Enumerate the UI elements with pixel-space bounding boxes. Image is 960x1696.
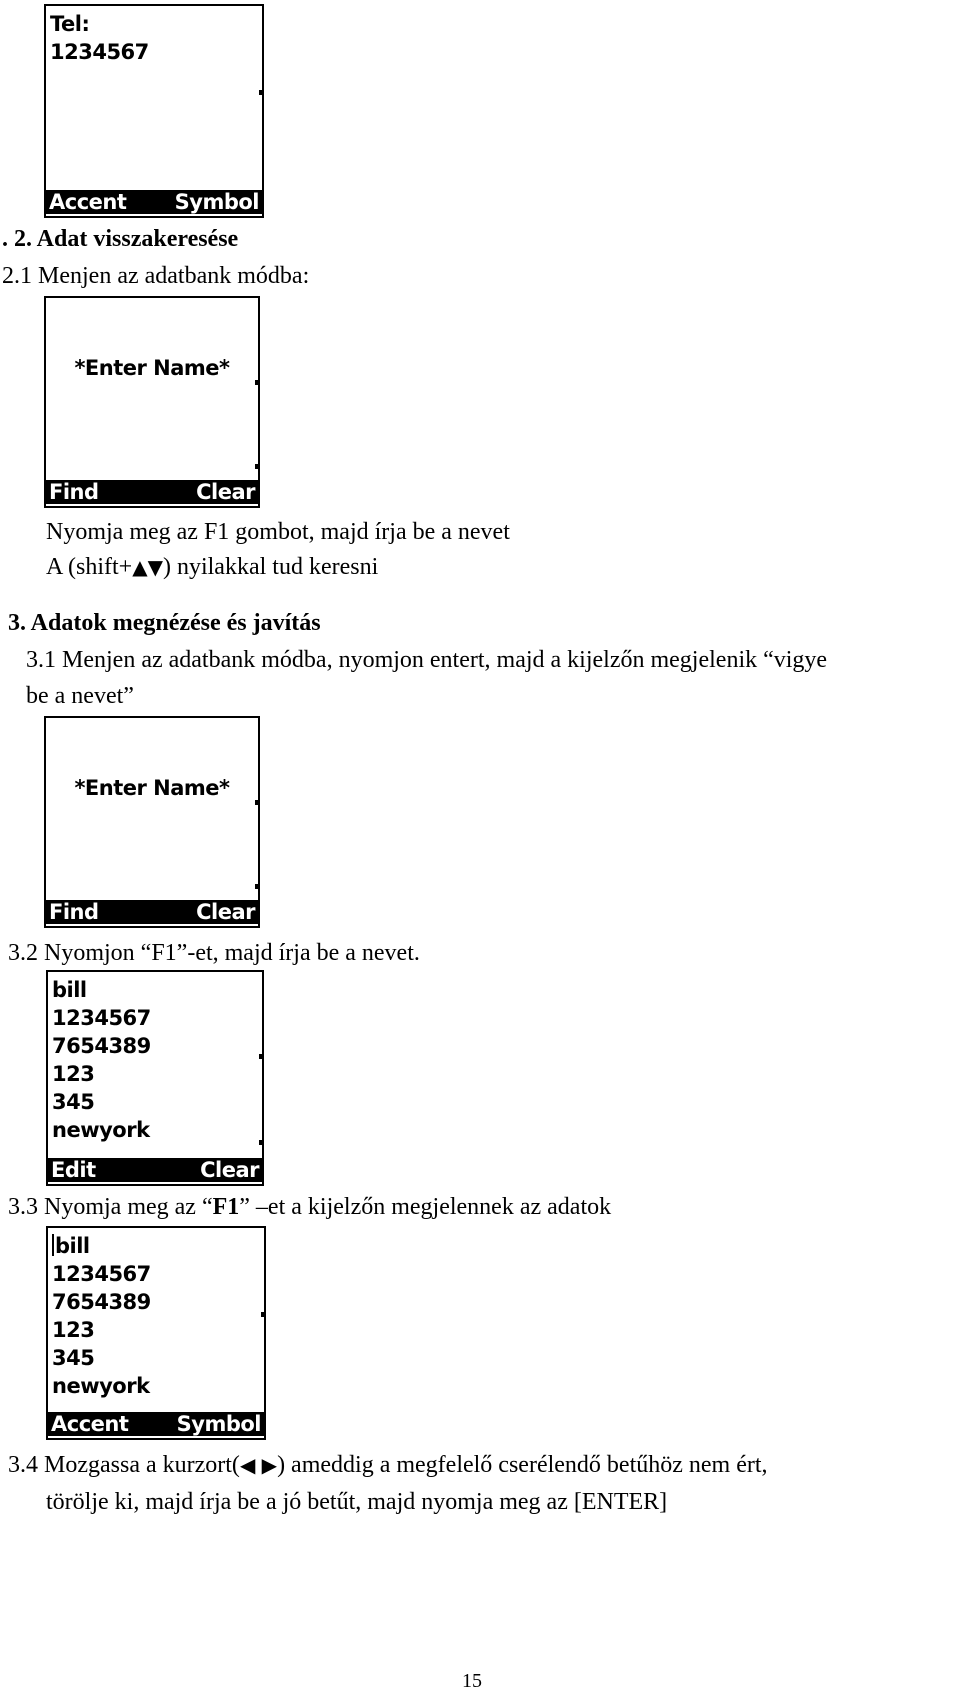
lcd-line: newyork — [52, 1374, 150, 1398]
lcd-scroll-tick — [255, 380, 258, 385]
lcd-scroll-tick — [255, 464, 258, 469]
lcd-softkey-bar — [48, 1158, 262, 1182]
lcd-line: 345 — [52, 1090, 95, 1114]
step-3-2-text: 3.2 Nyomjon “F1”-et, majd írja be a nevet. — [8, 940, 420, 966]
up-down-arrows-icon: ▲▼ — [132, 555, 163, 579]
step-3-4-suffix: ) ameddig a megfelelő cserélendő betűhöz nem ért, — [277, 1452, 768, 1478]
lcd-scroll-tick — [259, 1054, 262, 1059]
note-suffix: ) nyilakkal tud keresni — [162, 554, 379, 580]
step-3-3-text — [8, 1193, 611, 1221]
softkey-left-label: Find — [49, 900, 99, 924]
lcd-line: 345 — [52, 1346, 95, 1370]
softkey-right-label: Clear — [200, 1158, 259, 1182]
lcd-prompt: *Enter Name* — [74, 356, 230, 380]
softkey-left-label: Accent — [49, 190, 127, 214]
note-shift-arrows — [46, 553, 378, 581]
softkey-right-label: Symbol — [176, 1412, 261, 1436]
lcd-screen-enter-name — [44, 296, 260, 508]
lcd-screen-record-edit — [46, 970, 264, 1186]
left-right-arrows-icon: ◀ ▶ — [239, 1453, 278, 1477]
step-3-3-suffix: ” –et a kijelzőn megjelennek az adatok — [239, 1194, 612, 1220]
lcd-scroll-tick — [255, 800, 258, 805]
lcd-line: 1234567 — [50, 40, 149, 64]
lcd-softkey-bar — [48, 1412, 264, 1436]
lcd-line: bill — [55, 1234, 90, 1258]
lcd-softkey-bar — [46, 190, 262, 214]
section-2-heading: . 2. Adat visszakeresése — [2, 226, 239, 252]
note-prefix: A (shift+ — [46, 554, 133, 580]
step-3-4-line2: törölje ki, majd írja be a jó betűt, majd nyomja meg az [ENTER] — [46, 1489, 668, 1515]
lcd-scroll-tick — [259, 90, 262, 95]
lcd-lines — [50, 10, 149, 66]
lcd-softkey-bar — [46, 480, 258, 504]
text-cursor-icon — [52, 1234, 54, 1256]
step-3-3-key: F1 — [212, 1194, 240, 1220]
lcd-line: 123 — [52, 1062, 95, 1086]
step-3-4-line1 — [8, 1451, 768, 1479]
lcd-scroll-tick — [259, 1140, 262, 1145]
lcd-scroll-tick — [261, 1312, 264, 1317]
step-2-1-text: 2.1 Menjen az adatbank módba: — [2, 263, 310, 289]
lcd-screen-record-cursor — [46, 1226, 266, 1440]
page-number: 15 — [462, 1670, 482, 1692]
lcd-line: Tel: — [50, 12, 90, 36]
lcd-line: 1234567 — [52, 1006, 151, 1030]
lcd-line: 123 — [52, 1318, 95, 1342]
step-3-4-prefix: 3.4 Mozgassa a kurzort( — [8, 1452, 240, 1478]
step-3-3-prefix: 3.3 Nyomja meg az “ — [8, 1194, 213, 1220]
section-3-heading: 3. Adatok megnézése és javítás — [8, 610, 321, 636]
lcd-lines — [52, 976, 151, 1144]
lcd-line: 7654389 — [52, 1034, 151, 1058]
softkey-right-label: Symbol — [174, 190, 259, 214]
lcd-line: 1234567 — [52, 1262, 151, 1286]
lcd-lines — [52, 1232, 151, 1400]
step-3-1-line2: be a nevet” — [26, 683, 134, 709]
softkey-left-label: Edit — [51, 1158, 96, 1182]
lcd-screen-enter-name — [44, 716, 260, 928]
lcd-line: 7654389 — [52, 1290, 151, 1314]
lcd-line: bill — [52, 978, 87, 1002]
softkey-right-label: Clear — [196, 480, 255, 504]
softkey-left-label: Accent — [51, 1412, 129, 1436]
lcd-line-with-cursor — [52, 1232, 151, 1260]
step-3-1-line1: 3.1 Menjen az adatbank módba, nyomjon entert, majd a kijelzőn megjelenik “vigye — [26, 647, 828, 673]
lcd-prompt: *Enter Name* — [74, 776, 230, 800]
softkey-left-label: Find — [49, 480, 99, 504]
lcd-scroll-tick — [255, 884, 258, 889]
note-f1-enter-name: Nyomja meg az F1 gombot, majd írja be a nevet — [46, 519, 510, 545]
lcd-screen-phone-entry — [44, 4, 264, 218]
softkey-right-label: Clear — [196, 900, 255, 924]
lcd-softkey-bar — [46, 900, 258, 924]
lcd-line: newyork — [52, 1118, 150, 1142]
